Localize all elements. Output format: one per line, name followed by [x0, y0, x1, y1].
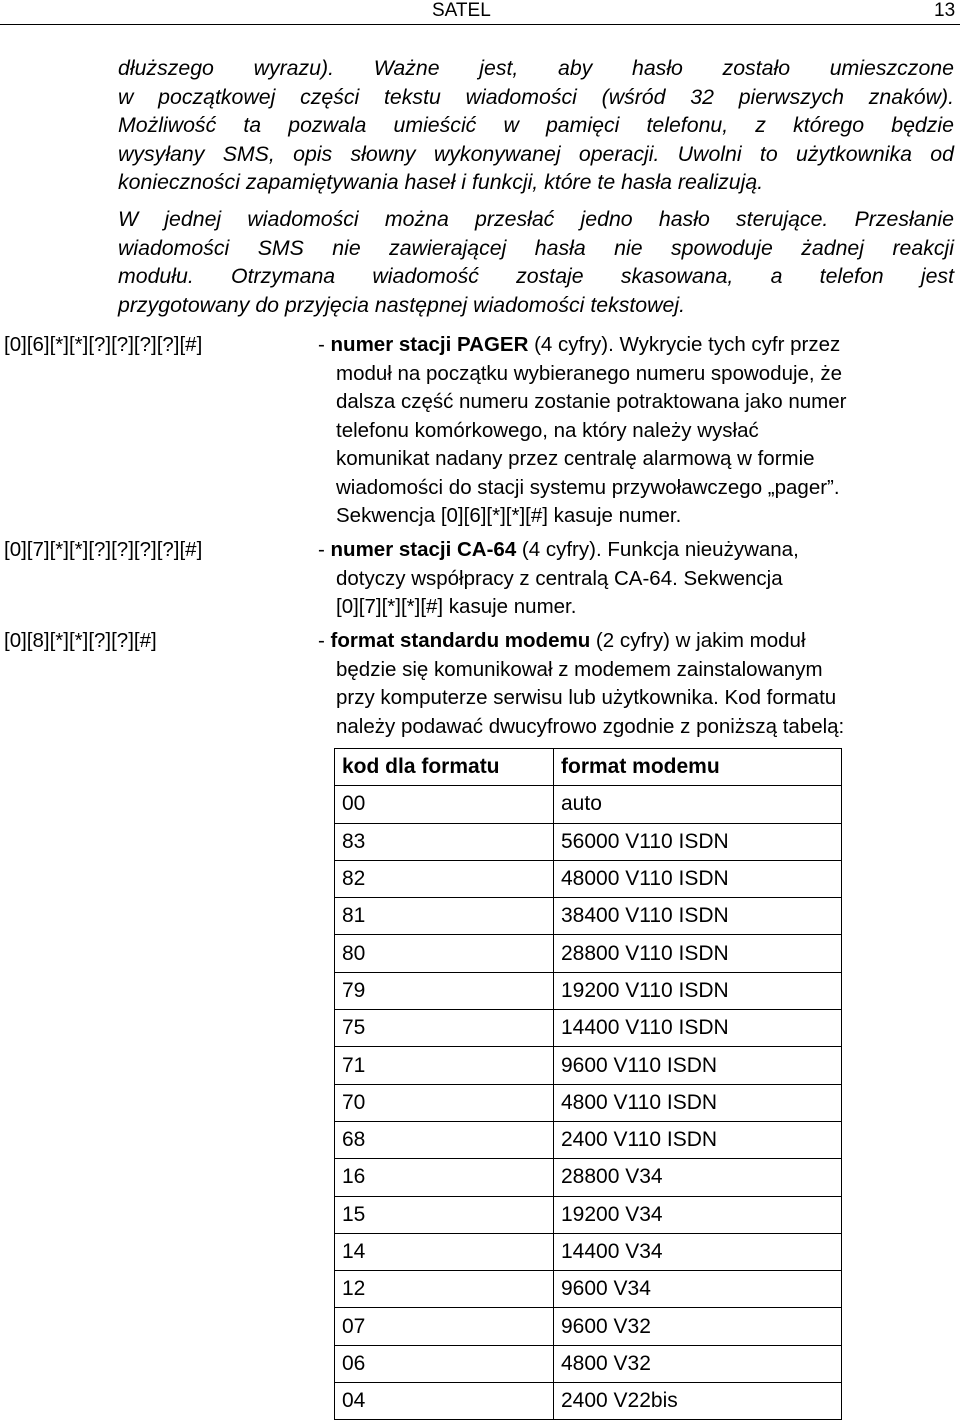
entry-line: komunikat nadany przez centralę alarmową w formie [336, 447, 815, 470]
table-header-row [335, 749, 842, 786]
entry-line: będzie się komunikował z modemem zainstalowanym [336, 657, 823, 681]
table-row [335, 786, 842, 823]
table-row [335, 1308, 842, 1345]
table-row [335, 1196, 842, 1233]
entry-line: należy podawać dwucyfrowo zgodnie z poniższą tabelą: [336, 714, 845, 738]
cell-format-code: 00 [335, 786, 554, 823]
entry-dash: - [318, 538, 331, 561]
cell-format-code: 71 [335, 1047, 554, 1084]
table-row [335, 898, 842, 935]
cell-modem-format: 28800 V110 ISDN [554, 935, 842, 972]
column-header-code: kod dla formatu [335, 749, 554, 786]
entry-first-line [318, 627, 948, 656]
table-row [335, 1047, 842, 1084]
paragraph-password-placement [118, 54, 954, 197]
entry-code-ca64: [0][7][*][*][?][?][?][?][#] [4, 538, 203, 561]
cell-modem-format: 4800 V110 ISDN [554, 1084, 842, 1121]
cell-format-code: 83 [335, 823, 554, 860]
cell-format-code: 06 [335, 1345, 554, 1382]
entry-text: (4 cyfry). Funkcja nieużywana, [516, 538, 799, 561]
entry-line: dotyczy współpracy z centralą CA-64. Sekwencja [336, 566, 783, 590]
cell-modem-format: 38400 V110 ISDN [554, 898, 842, 935]
entry-line: moduł na początku wybieranego numeru spowoduje, że [336, 361, 842, 385]
table-row [335, 1345, 842, 1382]
cell-format-code: 81 [335, 898, 554, 935]
entry-description-modem-format [318, 627, 948, 741]
cell-format-code: 07 [335, 1308, 554, 1345]
entry-line: [0][7][*][*][#] kasuje numer. [336, 595, 577, 618]
entry-first-line [318, 331, 948, 360]
table-row [335, 1271, 842, 1308]
entry-first-line [318, 536, 948, 565]
entry-text: (4 cyfry). Wykrycie tych cyfr przez [528, 333, 841, 356]
table-row [335, 972, 842, 1009]
entry-description-ca64 [318, 536, 948, 622]
page-header [0, 0, 960, 25]
cell-modem-format: 9600 V34 [554, 1271, 842, 1308]
cell-modem-format: 19200 V34 [554, 1196, 842, 1233]
entry-line: Sekwencja [0][6][*][*][#] kasuje numer. [336, 504, 682, 527]
cell-format-code: 70 [335, 1084, 554, 1121]
modem-format-table [334, 748, 842, 1420]
table-row [335, 1084, 842, 1121]
cell-format-code: 79 [335, 972, 554, 1009]
cell-format-code: 82 [335, 860, 554, 897]
table-row [335, 1233, 842, 1270]
paragraph-line: modułu. Otrzymana wiadomość zostaje skasowana, a telefon jest [118, 264, 954, 288]
entry-title: format standardu modemu [330, 629, 591, 652]
table-body [335, 786, 842, 1420]
header-brand: SATEL [432, 0, 491, 21]
paragraph-line: W jednej wiadomości można przesłać jedno hasło sterujące. Przesłanie [118, 207, 954, 231]
paragraph-single-password [118, 205, 954, 319]
column-header-format: format modemu [554, 749, 842, 786]
cell-modem-format: auto [554, 786, 842, 823]
table-row [335, 1383, 842, 1420]
cell-modem-format: 2400 V22bis [554, 1383, 842, 1420]
entry-dash: - [318, 333, 331, 356]
entry-code-pager: [0][6][*][*][?][?][?][?][#] [4, 333, 203, 356]
cell-modem-format: 19200 V110 ISDN [554, 972, 842, 1009]
cell-format-code: 04 [335, 1383, 554, 1420]
table-row [335, 1010, 842, 1047]
entry-dash: - [318, 629, 331, 652]
cell-modem-format: 9600 V110 ISDN [554, 1047, 842, 1084]
cell-format-code: 14 [335, 1233, 554, 1270]
cell-modem-format: 14400 V110 ISDN [554, 1010, 842, 1047]
cell-modem-format: 48000 V110 ISDN [554, 860, 842, 897]
paragraph-line: dłuższego wyrazu). Ważne jest, aby hasło zostało umieszczone [118, 56, 954, 80]
paragraph-line: konieczności zapamiętywania haseł i funkcji, które te hasła realizują. [118, 170, 764, 194]
table-row [335, 1121, 842, 1158]
cell-format-code: 16 [335, 1159, 554, 1196]
paragraph-line: wysyłany SMS, opis słowny wykonywanej operacji. Uwolni to użytkownika od [118, 141, 954, 166]
paragraph-line: wiadomości SMS nie zawierającej hasła nie spowoduje żadnej reakcji [118, 235, 954, 260]
table-row [335, 823, 842, 860]
cell-modem-format: 56000 V110 ISDN [554, 823, 842, 860]
cell-format-code: 15 [335, 1196, 554, 1233]
entry-line: przy komputerze serwisu lub użytkownika. Kod formatu [336, 686, 837, 709]
paragraph-line: przygotowany do przyjęcia następnej wiadomości tekstowej. [118, 292, 686, 317]
cell-modem-format: 4800 V32 [554, 1345, 842, 1382]
table-row [335, 860, 842, 897]
cell-modem-format: 9600 V32 [554, 1308, 842, 1345]
entry-title: numer stacji CA-64 [330, 538, 517, 561]
entry-code-modem-format: [0][8][*][*][?][?][#] [4, 629, 157, 652]
paragraph-line: w początkowej części tekstu wiadomości (wśród 32 pierwszych znaków). [118, 84, 954, 109]
entry-line: telefonu komórkowego, na który należy wysłać [336, 418, 759, 442]
table-row [335, 935, 842, 972]
entry-title: numer stacji PAGER [330, 333, 529, 356]
table-row [335, 1159, 842, 1196]
entry-description-pager [318, 331, 948, 531]
entry-line: wiadomości do stacji systemu przywoławczego „pager”. [336, 475, 840, 499]
cell-format-code: 75 [335, 1010, 554, 1047]
page-number: 13 [934, 0, 956, 21]
cell-format-code: 12 [335, 1271, 554, 1308]
entry-text: (2 cyfry) w jakim moduł [590, 629, 806, 652]
paragraph-line: Możliwość ta pozwala umieścić w pamięci telefonu, z którego będzie [118, 113, 954, 137]
entry-line: dalsza część numeru zostanie potraktowana jako numer [336, 390, 847, 413]
cell-format-code: 80 [335, 935, 554, 972]
cell-format-code: 68 [335, 1121, 554, 1158]
cell-modem-format: 28800 V34 [554, 1159, 842, 1196]
cell-modem-format: 14400 V34 [554, 1233, 842, 1270]
cell-modem-format: 2400 V110 ISDN [554, 1121, 842, 1158]
